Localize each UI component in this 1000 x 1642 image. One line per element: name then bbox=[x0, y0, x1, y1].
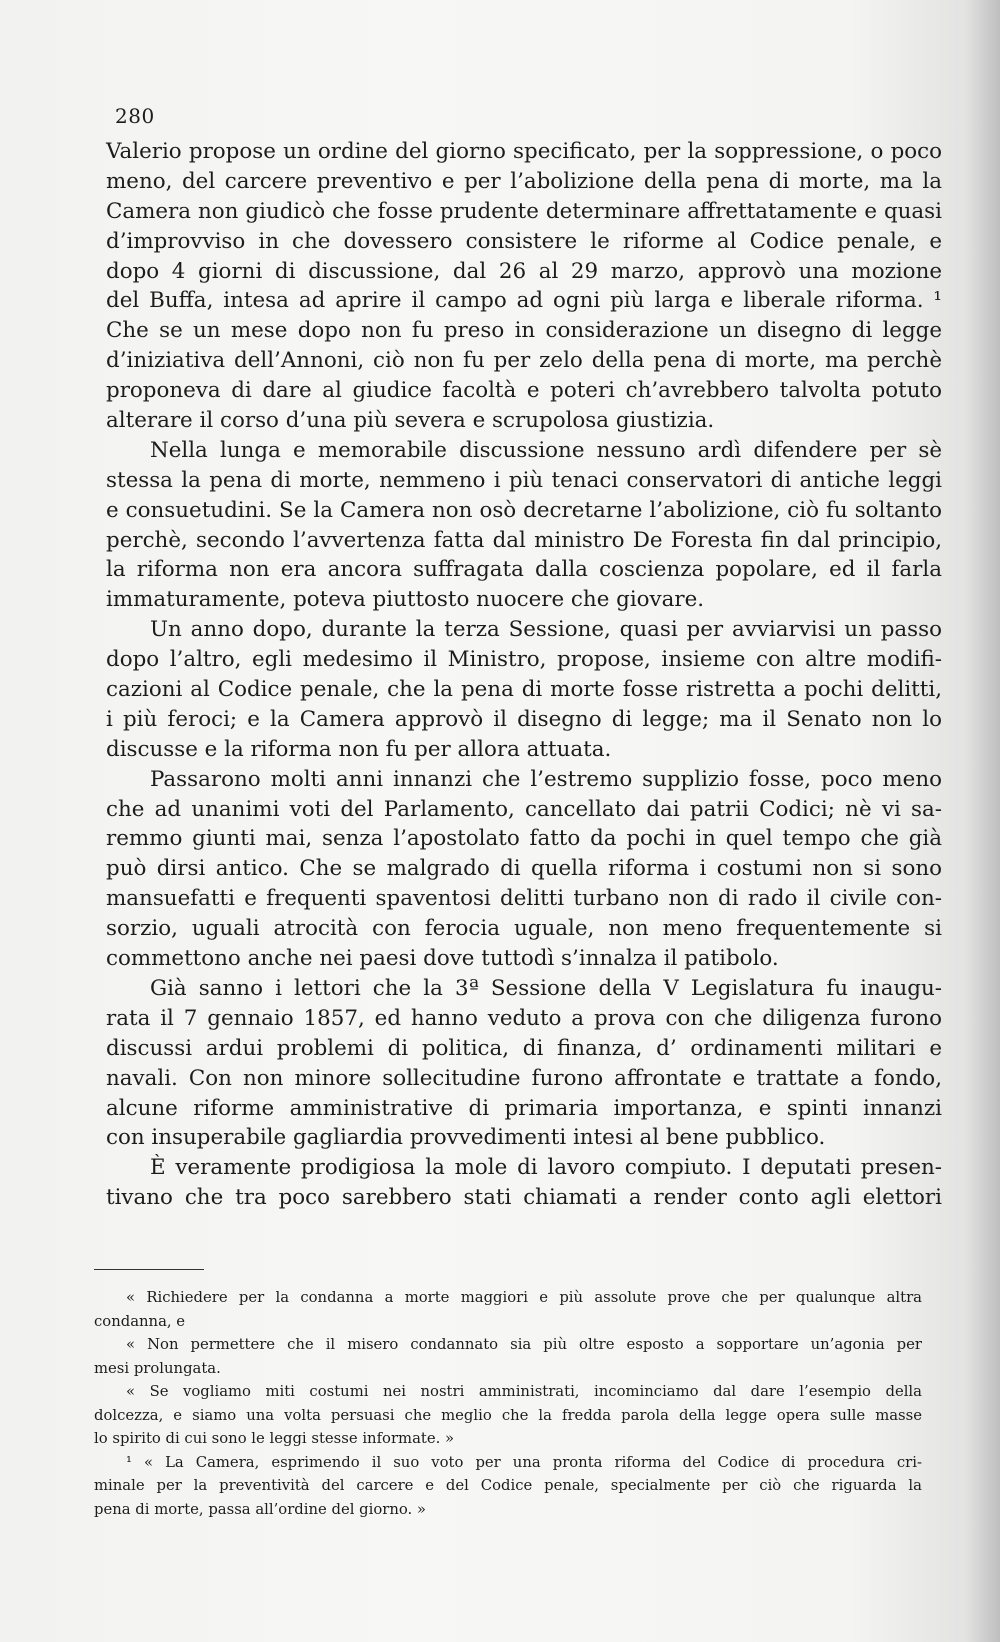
text-line: può dirsi antico. Che se malgrado di quella riforma i costumi non si sono bbox=[106, 856, 942, 882]
text-line: Camera non giudicò che fosse prudente determinare affrettatamente e quasi bbox=[106, 198, 942, 224]
paragraph-first-line: Nella lunga e memorabile discussione nessuno ardì difendere per sè bbox=[150, 437, 942, 463]
text-line: immaturamente, poteva piuttosto nuocere che giovare. bbox=[106, 587, 705, 613]
footnote-line: lo spirito di cui sono le leggi stesse informate. » bbox=[94, 1430, 455, 1447]
text-line: del Buffa, intesa ad aprire il campo ad ogni più larga e liberale riforma. ¹ bbox=[106, 288, 942, 314]
text-line: meno, del carcere preventivo e per l’abolizione della pena di morte, ma la bbox=[106, 168, 942, 194]
text-line: rata il 7 gennaio 1857, ed hanno veduto a prova con che diligenza furono bbox=[106, 1005, 942, 1031]
footnote-line: pena di morte, passa all’ordine del giorno. » bbox=[94, 1500, 426, 1518]
footnote-line: ¹ « La Camera, esprimendo il suo voto per una pronta riforma del Codice di procedura cri- bbox=[126, 1453, 922, 1471]
text-line: mansuefatti e frequenti spaventosi delitti turbano non di rado il civile con- bbox=[106, 886, 942, 912]
text-line: dopo l’altro, egli medesimo il Ministro, propose, insieme con altre modifi- bbox=[106, 647, 942, 673]
footnote-line: mesi prolungata. bbox=[94, 1359, 221, 1377]
footnote-line: « Non permettere che il misero condannato sia più oltre esposto a sopportare un’agonia per bbox=[126, 1336, 922, 1353]
text-line: d’improvviso in che dovessero consistere le riforme al Codice penale, e bbox=[106, 228, 942, 254]
text-line: cazioni al Codice penale, che la pena di morte fosse ristretta a pochi delitti, bbox=[106, 677, 942, 703]
text-line: la riforma non era ancora suffragata dalla coscienza popolare, ed il farla bbox=[106, 557, 942, 583]
text-line: Valerio propose un ordine del giorno specificato, per la soppressione, o poco bbox=[106, 139, 942, 164]
paragraph-first-line: Un anno dopo, durante la terza Sessione, quasi per avviarvisi un passo bbox=[150, 617, 942, 643]
text-line: i più feroci; e la Camera approvò il disegno di legge; ma il Senato non lo bbox=[106, 706, 942, 732]
text-line: navali. Con non minore sollecitudine furono affrontate e trattate a fondo, bbox=[106, 1065, 942, 1091]
paragraph-first-line: Già sanno i lettori che la 3ª Sessione della V Legislatura fu inaugu- bbox=[150, 975, 942, 1001]
text-line: alcune riforme amministrative di primaria importanza, e spinti innanzi bbox=[106, 1095, 942, 1121]
footnote-divider bbox=[94, 1269, 204, 1270]
text-line: tivano che tra poco sarebbero stati chiamati a render conto agli elettori bbox=[106, 1185, 942, 1211]
footnote-line: condanna, e bbox=[94, 1312, 186, 1330]
footnote-line: « Se vogliamo miti costumi nei nostri amministrati, incominciamo dal dare l’esempio della bbox=[126, 1383, 922, 1400]
text-line: e consuetudini. Se la Camera non osò decretarne l’abolizione, ciò fu soltanto bbox=[106, 497, 942, 523]
footnotes bbox=[94, 1286, 922, 1521]
text-line: remmo giunti mai, senza l’apostolato fatto da pochi in quel tempo che già bbox=[106, 826, 942, 852]
text-line: proponeva di dare al giudice facoltà e poteri ch’avrebbero talvolta potuto bbox=[106, 378, 942, 404]
text-line: d’iniziativa dell’Annoni, ciò non fu per zelo della pena di morte, ma perchè bbox=[106, 348, 942, 374]
page-number: 280 bbox=[115, 104, 155, 128]
footnote-line: « Richiedere per la condanna a morte maggiori e più assolute prove che per qualunque altra bbox=[126, 1289, 922, 1306]
footnote-line: minale per la preventività del carcere e del Codice penale, specialmente per ciò che riguarda la bbox=[94, 1477, 922, 1494]
text-line: discusse e la riforma non fu per allora attuata. bbox=[106, 736, 612, 762]
page-edge-shadow bbox=[966, 0, 1000, 1642]
paragraph-first-line: È veramente prodigiosa la mole di lavoro compiuto. I deputati presen- bbox=[150, 1155, 942, 1181]
body-text bbox=[106, 137, 942, 1213]
text-line: Che se un mese dopo non fu preso in considerazione un disegno di legge bbox=[106, 318, 942, 344]
text-line: sorzio, uguali atrocità con ferocia uguale, non meno frequentemente si bbox=[106, 916, 942, 942]
text-line: stessa la pena di morte, nemmeno i più tenaci conservatori di antiche leggi bbox=[106, 467, 942, 493]
text-line: dopo 4 giorni di discussione, dal 26 al 29 marzo, approvò una mozione bbox=[106, 258, 942, 284]
text-line: commettono anche nei paesi dove tuttodì s’innalza il patibolo. bbox=[106, 946, 779, 972]
text-line: alterare il corso d’una più severa e scrupolosa giustizia. bbox=[106, 408, 715, 434]
text-line: discussi ardui problemi di politica, di finanza, d’ ordinamenti militari e bbox=[106, 1035, 942, 1061]
paragraph-first-line: Passarono molti anni innanzi che l’estremo supplizio fosse, poco meno bbox=[150, 766, 942, 792]
text-line: con insuperabile gagliardia provvedimenti intesi al bene pubblico. bbox=[106, 1125, 826, 1151]
text-line: perchè, secondo l’avvertenza fatta dal ministro De Foresta fin dal principio, bbox=[106, 527, 942, 553]
text-line: che ad unanimi voti del Parlamento, cancellato dai patrii Codici; nè vi sa- bbox=[106, 796, 942, 822]
footnote-line: dolcezza, e siamo una volta persuasi che meglio che la fredda parola della legge opera sulle masse bbox=[94, 1406, 922, 1424]
